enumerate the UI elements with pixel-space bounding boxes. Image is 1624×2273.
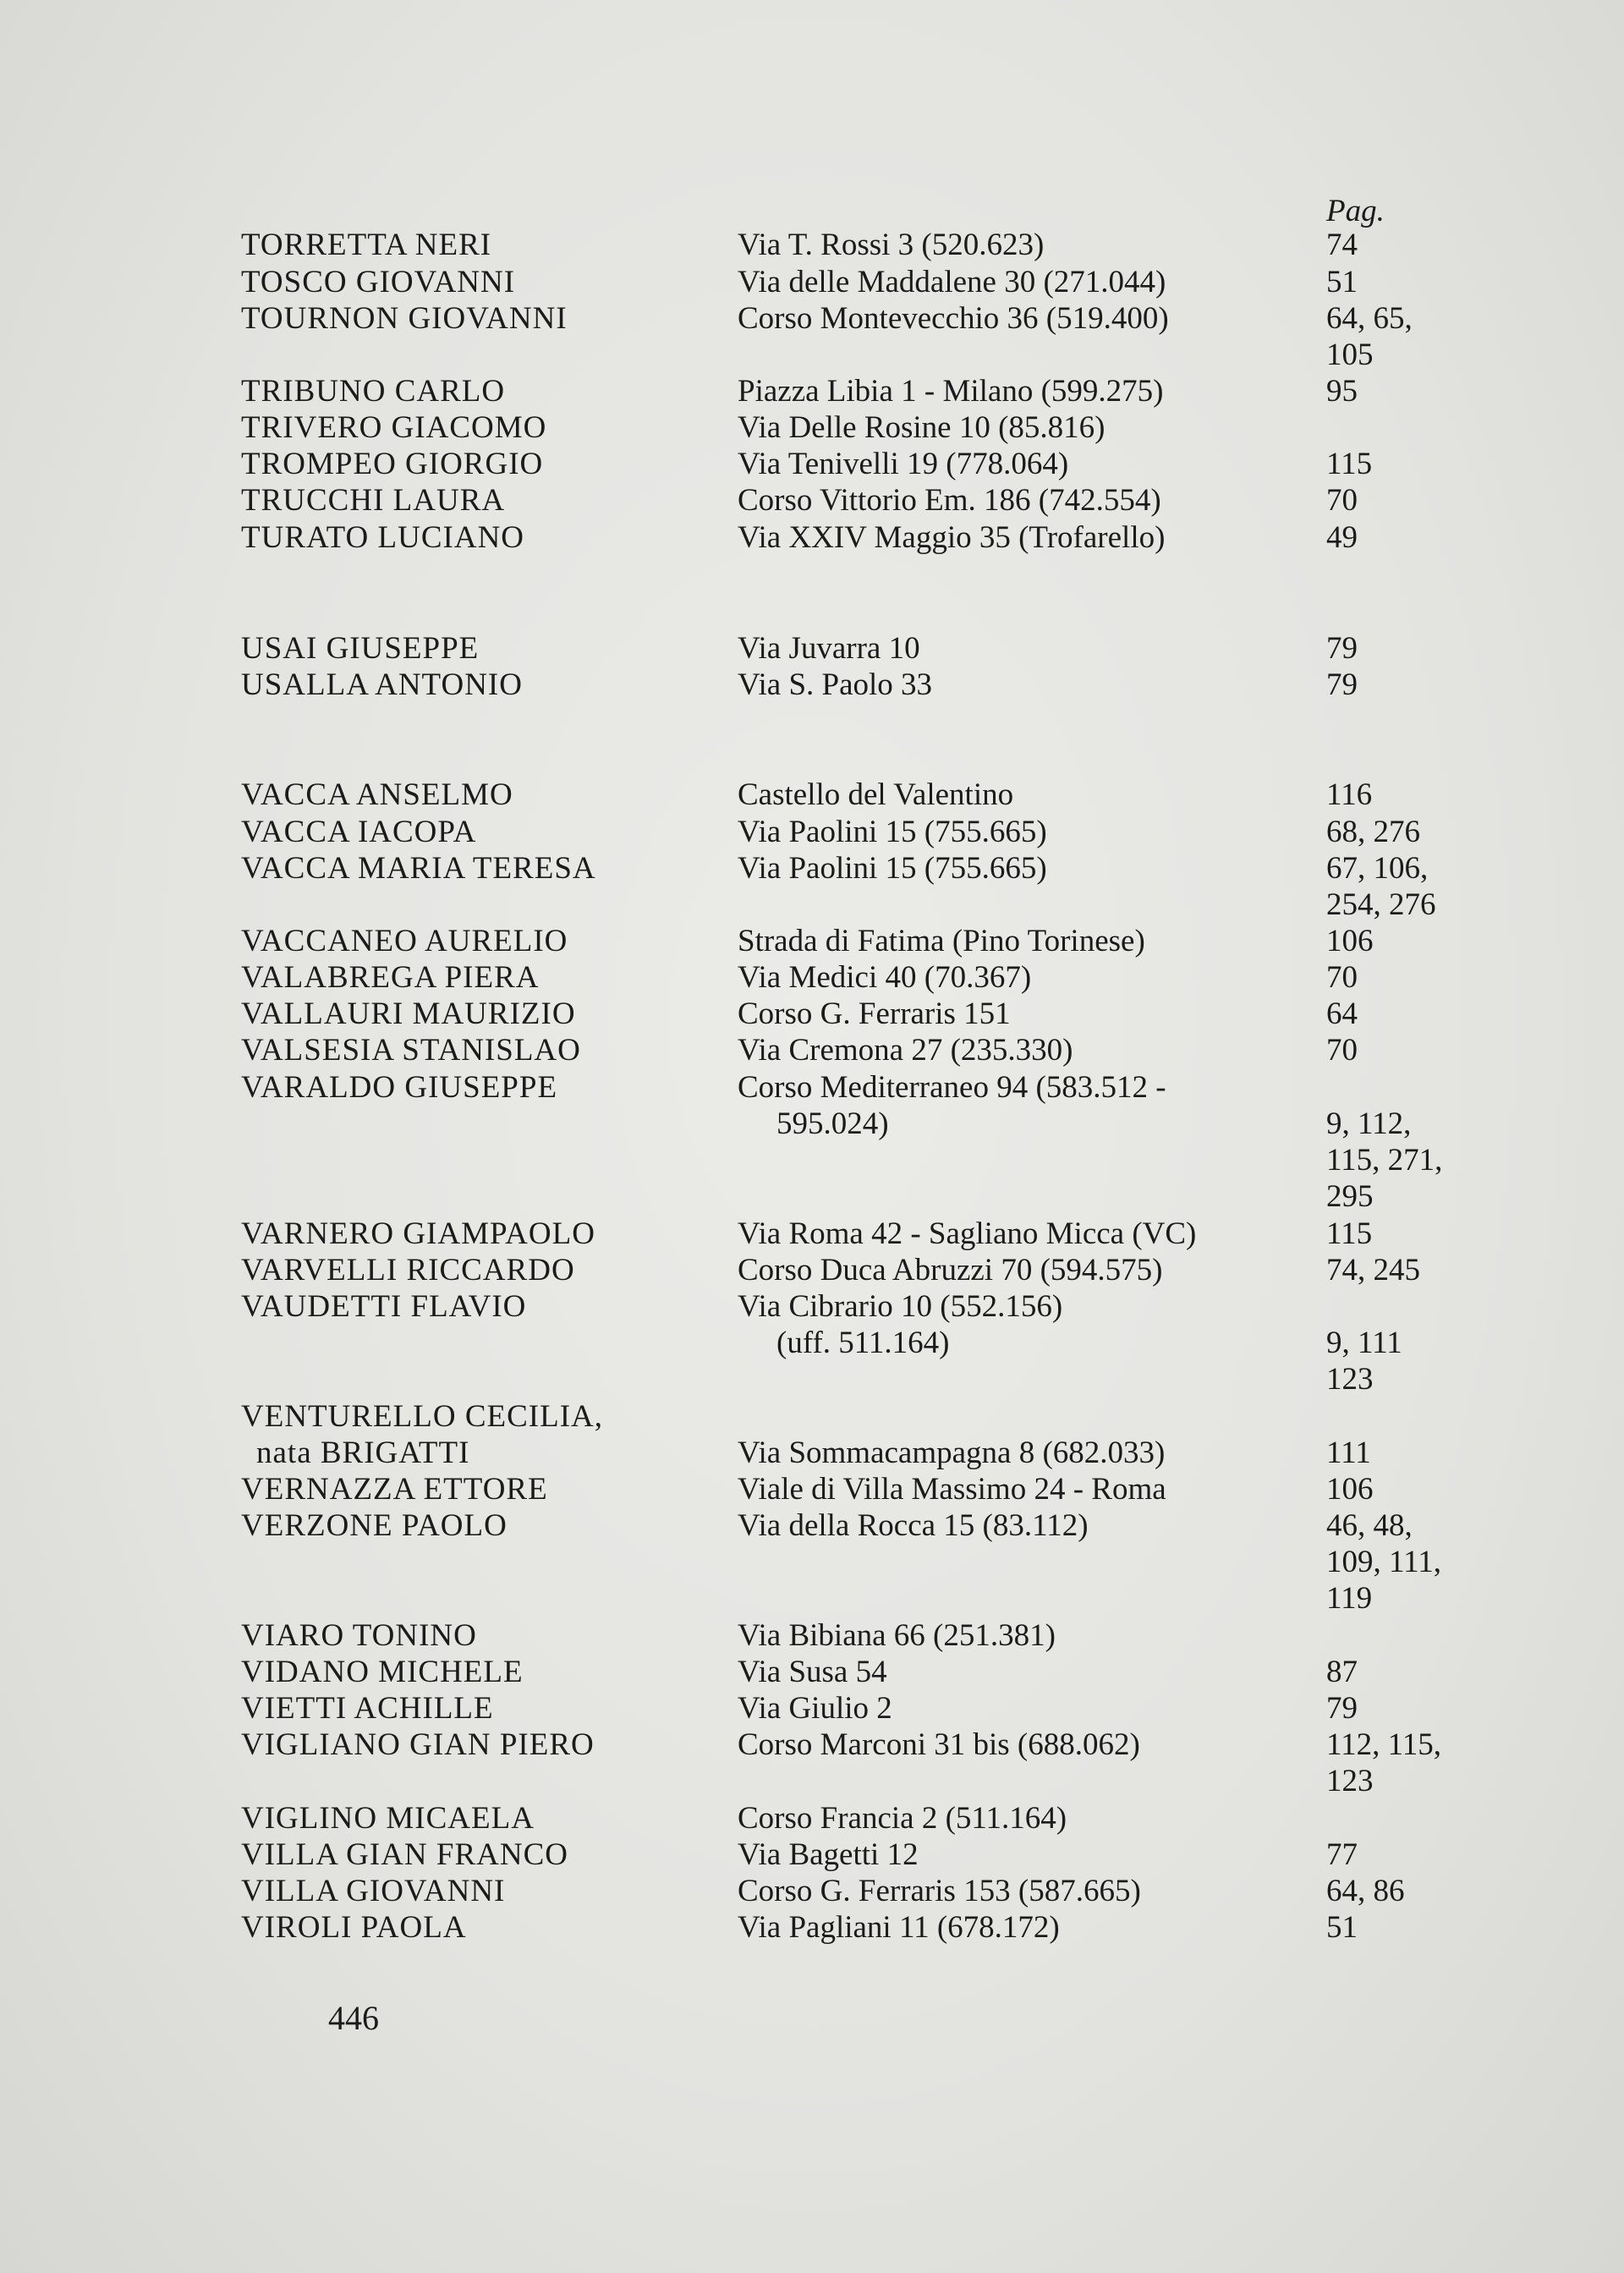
- entry-name: VIROLI PAOLA: [241, 1910, 467, 1945]
- entry-address: Via Juvarra 10: [738, 631, 920, 666]
- entry-name: VILLA GIOVANNI: [241, 1874, 506, 1908]
- entry-address: Via Medici 40 (70.367): [738, 960, 1032, 995]
- entry-name: TRUCCHI LAURA: [241, 483, 506, 518]
- entry-name: TOSCO GIOVANNI: [241, 265, 516, 299]
- entry-pages: 79: [1326, 1691, 1358, 1726]
- entry-name: TOURNON GIOVANNI: [241, 301, 568, 336]
- entry-address: Via Cremona 27 (235.330): [738, 1033, 1073, 1068]
- page-number: 446: [328, 1999, 379, 2037]
- entry-pages: 87: [1326, 1655, 1358, 1689]
- entry-name: VACCANEO AURELIO: [241, 924, 568, 958]
- entry-name: VERZONE PAOLO: [241, 1508, 508, 1543]
- entry-pages: 51: [1326, 265, 1358, 299]
- entry-name: VACCA ANSELMO: [241, 777, 513, 812]
- entry-pages: 112, 115,: [1326, 1727, 1442, 1762]
- entry-pages: 70: [1326, 483, 1358, 518]
- entry-name: VIETTI ACHILLE: [241, 1691, 494, 1726]
- entry-name: VALABREGA PIERA: [241, 960, 540, 995]
- entry-name: USALLA ANTONIO: [241, 667, 523, 702]
- entry-address: Corso Duca Abruzzi 70 (594.575): [738, 1253, 1163, 1287]
- entry-name: VIDANO MICHELE: [241, 1655, 524, 1689]
- entry-address: Via delle Maddalene 30 (271.044): [738, 265, 1166, 299]
- entry-address: (uff. 511.164): [776, 1326, 950, 1360]
- entry-pages: 109, 111,: [1326, 1545, 1442, 1579]
- entry-address: Via Delle Rosine 10 (85.816): [738, 410, 1106, 445]
- entry-name: USAI GIUSEPPE: [241, 631, 480, 666]
- entry-address: Corso Marconi 31 bis (688.062): [738, 1727, 1140, 1762]
- entry-address: Via XXIV Maggio 35 (Trofarello): [738, 520, 1166, 555]
- entry-pages: 119: [1326, 1581, 1373, 1616]
- entry-pages: 64, 86: [1326, 1874, 1405, 1908]
- entry-address: 595.024): [776, 1106, 889, 1141]
- entry-name: VIGLINO MICAELA: [241, 1801, 535, 1836]
- entry-pages: 9, 111: [1326, 1326, 1402, 1360]
- entry-address: Via Giulio 2: [738, 1691, 892, 1726]
- entry-address: Strada di Fatima (Pino Torinese): [738, 924, 1145, 958]
- entry-name: VENTURELLO CECILIA,: [241, 1399, 603, 1434]
- entry-name: VACCA MARIA TERESA: [241, 851, 596, 886]
- entry-pages: 115: [1326, 447, 1373, 481]
- entry-pages: 68, 276: [1326, 815, 1420, 849]
- entry-address: Via Bagetti 12: [738, 1837, 919, 1872]
- entry-address: Corso G. Ferraris 151: [738, 996, 1011, 1031]
- entry-address: Via T. Rossi 3 (520.623): [738, 228, 1045, 262]
- entry-pages: 67, 106,: [1326, 851, 1429, 886]
- entry-name: VERNAZZA ETTORE: [241, 1472, 548, 1507]
- entry-name: VIGLIANO GIAN PIERO: [241, 1727, 595, 1762]
- entry-name: TRIBUNO CARLO: [241, 374, 506, 409]
- entry-pages: 74, 245: [1326, 1253, 1420, 1287]
- entry-address: Via Susa 54: [738, 1655, 887, 1689]
- entry-name: VARVELLI RICCARDO: [241, 1253, 575, 1287]
- entry-name: TURATO LUCIANO: [241, 520, 525, 555]
- entry-address: Via S. Paolo 33: [738, 667, 933, 702]
- entry-name: nata BRIGATTI: [256, 1436, 470, 1470]
- entry-name: VARALDO GIUSEPPE: [241, 1070, 558, 1105]
- entry-pages: 254, 276: [1326, 887, 1436, 922]
- entry-pages: 115, 271,: [1326, 1143, 1443, 1178]
- entry-address: Via Pagliani 11 (678.172): [738, 1910, 1060, 1945]
- entry-pages: 49: [1326, 520, 1358, 555]
- entry-name: VAUDETTI FLAVIO: [241, 1289, 527, 1324]
- entry-address: Corso Montevecchio 36 (519.400): [738, 301, 1169, 336]
- entry-pages: 295: [1326, 1179, 1374, 1214]
- entry-address: Viale di Villa Massimo 24 - Roma: [738, 1472, 1166, 1507]
- entry-name: VALLAURI MAURIZIO: [241, 996, 576, 1031]
- entry-name: VALSESIA STANISLAO: [241, 1033, 581, 1068]
- entry-address: Via Tenivelli 19 (778.064): [738, 447, 1069, 481]
- entry-name: VACCA IACOPA: [241, 815, 477, 849]
- entry-pages: 9, 112,: [1326, 1106, 1412, 1141]
- entry-name: VARNERO GIAMPAOLO: [241, 1216, 595, 1251]
- entry-address: Via Paolini 15 (755.665): [738, 851, 1047, 886]
- entry-pages: 111: [1326, 1436, 1371, 1470]
- page-column-header: Pag.: [1326, 194, 1385, 228]
- entry-name: VIARO TONINO: [241, 1618, 477, 1653]
- entry-name: TORRETTA NERI: [241, 228, 492, 262]
- entry-pages: 70: [1326, 1033, 1358, 1068]
- entry-address: Via Sommacampagna 8 (682.033): [738, 1436, 1166, 1470]
- entry-pages: 64, 65,: [1326, 301, 1413, 336]
- entry-pages: 105: [1326, 338, 1374, 372]
- entry-address: Via Cibrario 10 (552.156): [738, 1289, 1063, 1324]
- entry-address: Via Paolini 15 (755.665): [738, 815, 1047, 849]
- entry-pages: 77: [1326, 1837, 1358, 1872]
- entry-pages: 64: [1326, 996, 1358, 1031]
- entry-pages: 123: [1326, 1764, 1374, 1798]
- entry-pages: 116: [1326, 777, 1373, 812]
- entry-address: Corso Vittorio Em. 186 (742.554): [738, 483, 1161, 518]
- entry-address: Via Bibiana 66 (251.381): [738, 1618, 1056, 1653]
- entry-pages: 106: [1326, 1472, 1374, 1507]
- entry-pages: 115: [1326, 1216, 1373, 1251]
- entry-address: Piazza Libia 1 - Milano (599.275): [738, 374, 1164, 409]
- entry-pages: 95: [1326, 374, 1358, 409]
- entry-address: Corso Francia 2 (511.164): [738, 1801, 1067, 1836]
- entry-pages: 74: [1326, 228, 1358, 262]
- entry-pages: 70: [1326, 960, 1358, 995]
- entry-address: Corso G. Ferraris 153 (587.665): [738, 1874, 1141, 1908]
- entry-address: Castello del Valentino: [738, 777, 1014, 812]
- entry-pages: 51: [1326, 1910, 1358, 1945]
- entry-address: Via Roma 42 - Sagliano Micca (VC): [738, 1216, 1197, 1251]
- entry-address: Corso Mediterraneo 94 (583.512 -: [738, 1070, 1166, 1105]
- entry-address: Via della Rocca 15 (83.112): [738, 1508, 1089, 1543]
- entry-pages: 46, 48,: [1326, 1508, 1413, 1543]
- entry-name: TROMPEO GIORGIO: [241, 447, 544, 481]
- entry-pages: 106: [1326, 924, 1374, 958]
- entry-pages: 123: [1326, 1362, 1374, 1397]
- entry-name: TRIVERO GIACOMO: [241, 410, 547, 445]
- entry-pages: 79: [1326, 631, 1358, 666]
- entry-name: VILLA GIAN FRANCO: [241, 1837, 568, 1872]
- entry-pages: 79: [1326, 667, 1358, 702]
